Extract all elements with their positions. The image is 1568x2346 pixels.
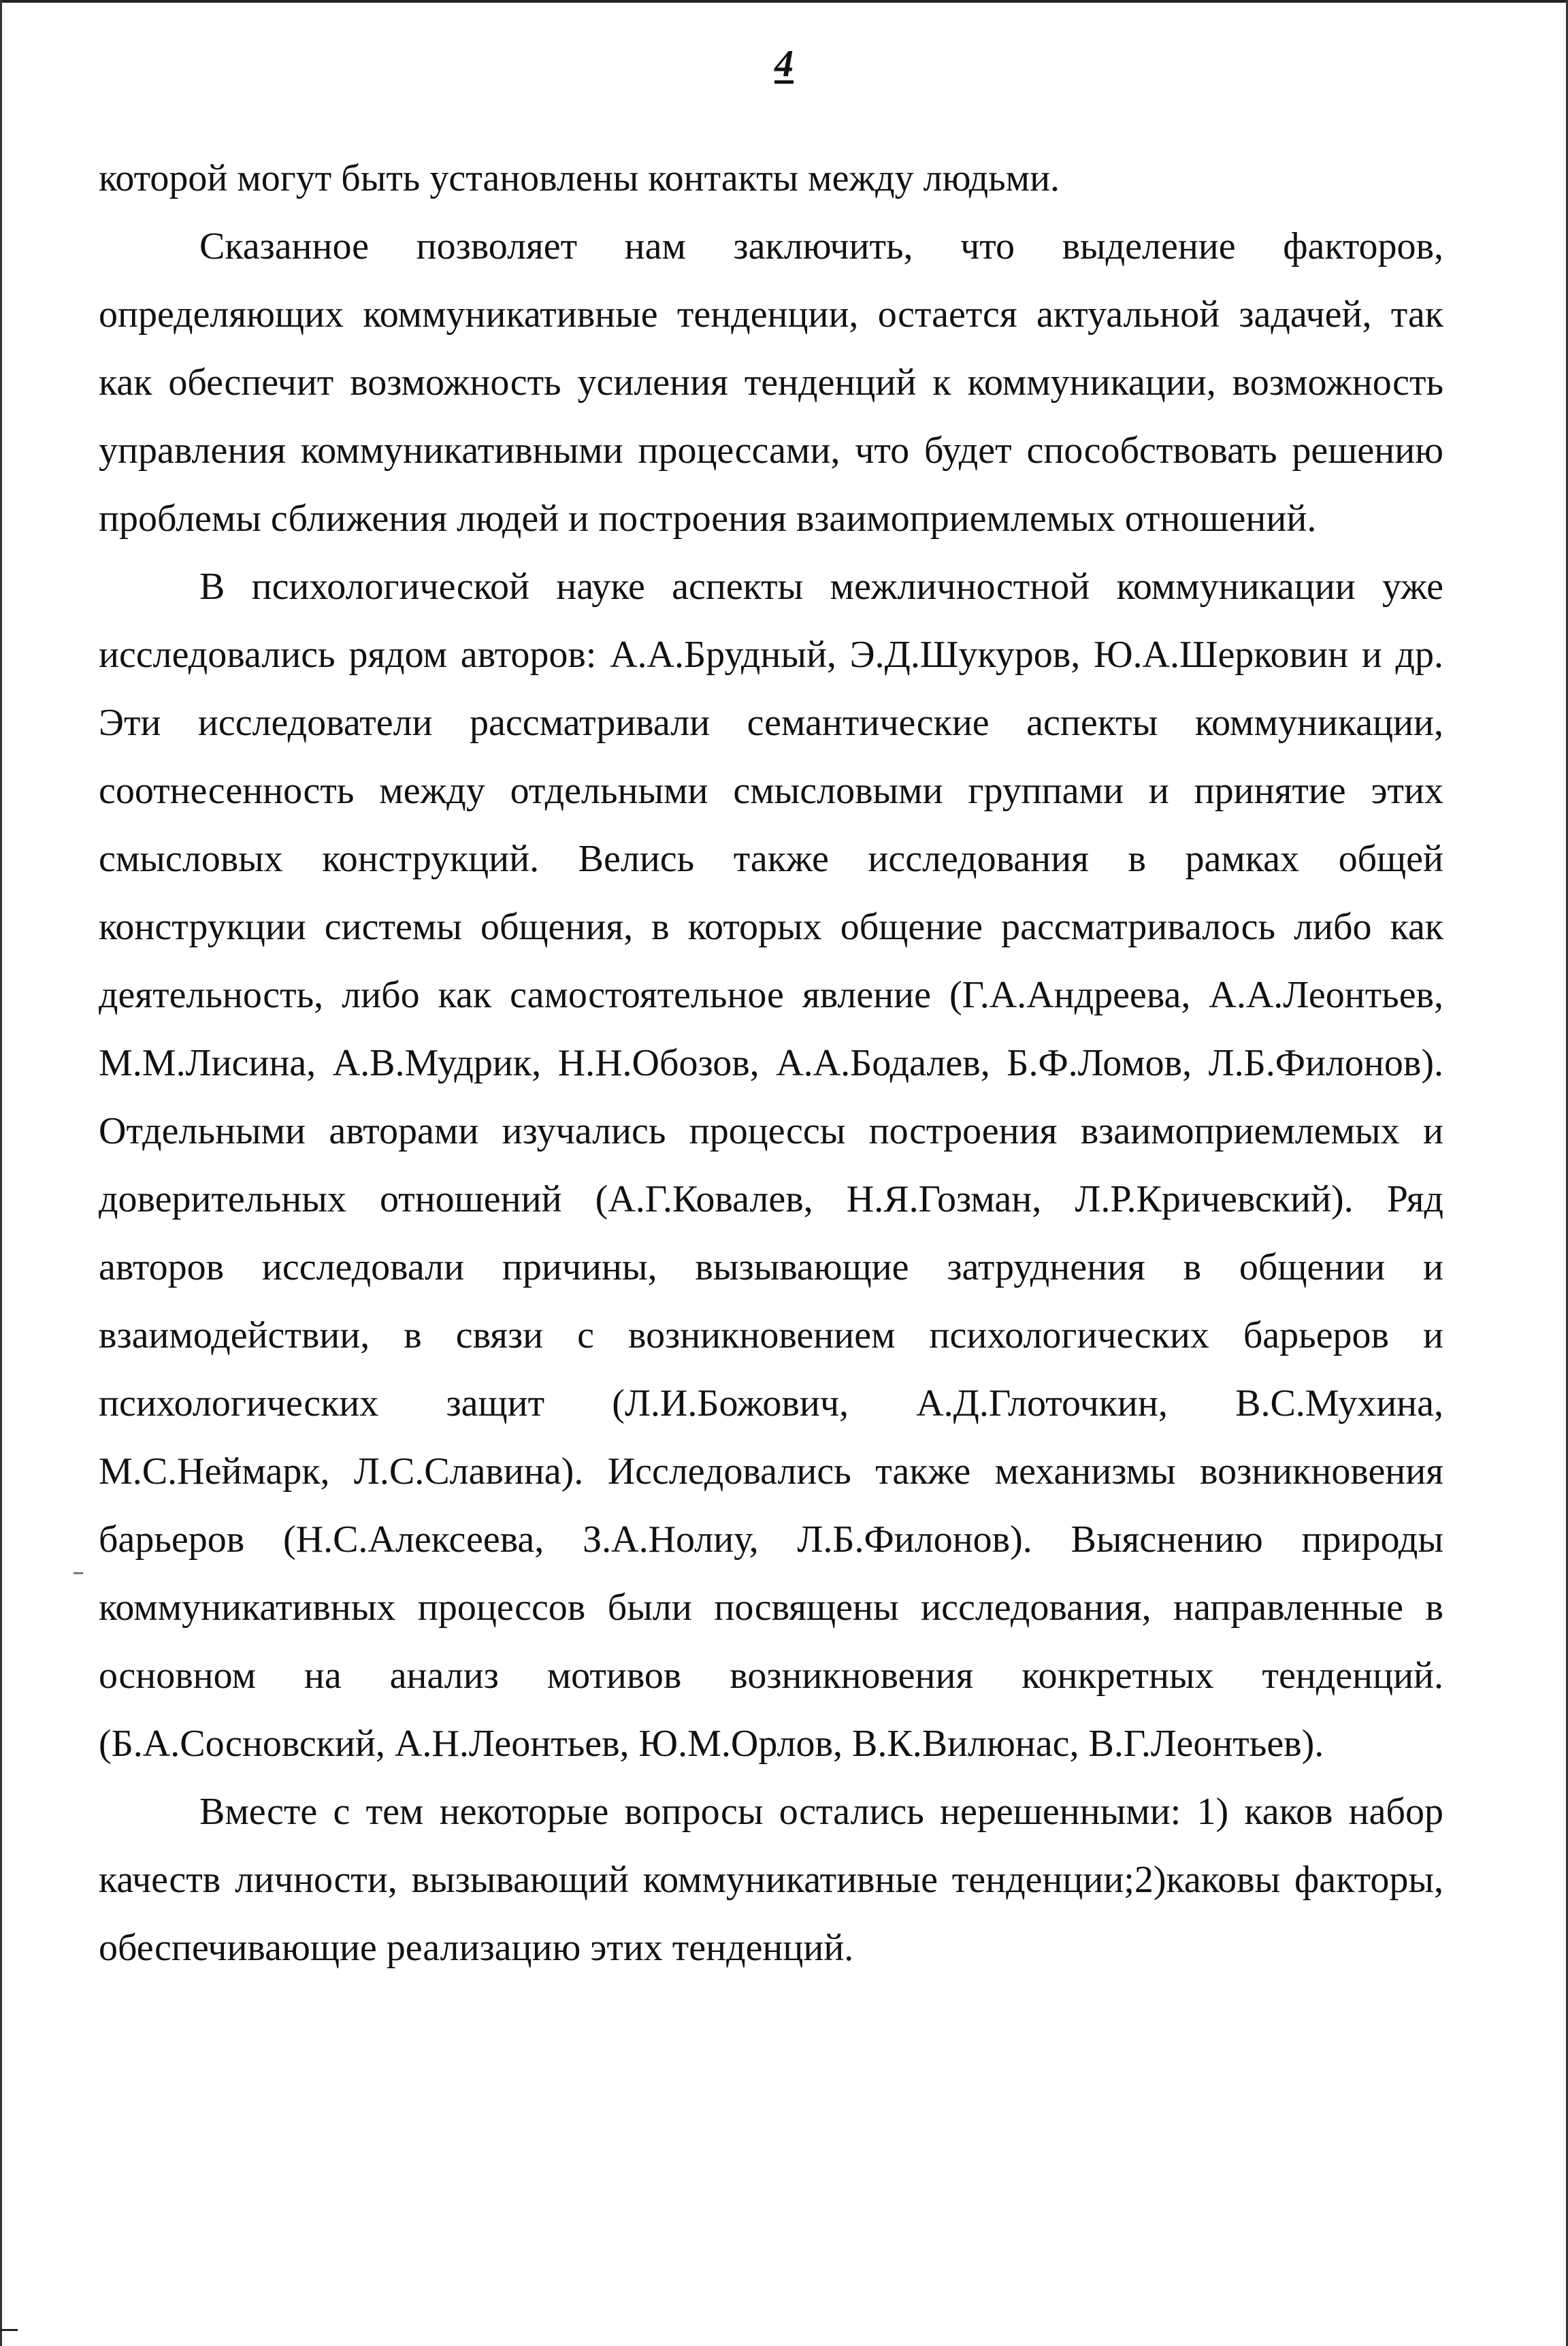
paragraph-conclusion: Сказанное позволяет нам заключить, что выделение факторов, определяющих коммуникативные тенденции, остается актуальной задачей, так как обеспечит возможность усиления тенденций к коммуникации, возможность управления коммуникативными процессами, что будет способствовать решению проблемы сближения людей и построения взаимоприемлемых отношений. [99,225,1443,540]
paragraph-continuation: которой могут быть установлены контакты между людьми. [99,157,1060,199]
scan-corner-mark [0,2329,18,2346]
paragraph-open-questions: Вместе с тем некоторые вопросы остались нерешенными: 1) каков набор качеств личности, вызывающий коммуникативные тенденции;2)каковы факторы, обеспечивающие реализацию этих тенденций. [99,1791,1443,1969]
scan-edge-top [0,0,1568,3]
document-body [99,144,1443,1982]
paragraph-literature-review: В психологической науке аспекты межличностной коммуникации уже исследовались рядом авторов: А.А.Брудный, Э.Д.Шукуров, Ю.А.Шерковин и др. Эти исследователи рассматривали семантические аспекты коммуникации, соотнесенность между отдельными смысловыми группами и принятие этих смысловых конструкций. Велись также исследования в рамках общей конструкции системы общения, в которых общение рассматривалось либо как деятельность, либо как самостоятельное явление (Г.А.Андреева, А.А.Леонтьев, М.М.Лисина, А.В.Мудрик, Н.Н.Обозов, А.А.Бодалев, Б.Ф.Ломов, Л.Б.Филонов). Отдельными авторами изучались процессы построения взаимоприемлемых и доверительных отношений (А.Г.Ковалев, Н.Я.Гозман, Л.Р.Кричевский). Ряд авторов исследовали причины, вызывающие затруднения в общении и взаимодействии, в связи с возникновением психологических барьеров и психологических защит (Л.И.Божович, А.Д.Глоточкин, В.С.Мухина, М.С.Неймарк, Л.С.Славина). Исследовались также механизмы возникновения барьеров (Н.С.Алексеева, З.А.Нолиу, Л.Б.Филонов). Выяснению природы коммуникативных процессов были посвящены исследования, направленные в основном на анализ мотивов возникновения конкретных тенденций. (Б.А.Сосновский, А.Н.Леонтьев, Ю.М.Орлов, В.К.Вилюнас, В.Г.Леонтьев). [99,566,1443,1765]
page-number: 4 [774,43,794,85]
margin-mark [74,1572,83,1581]
scan-edge-left [0,0,2,2346]
